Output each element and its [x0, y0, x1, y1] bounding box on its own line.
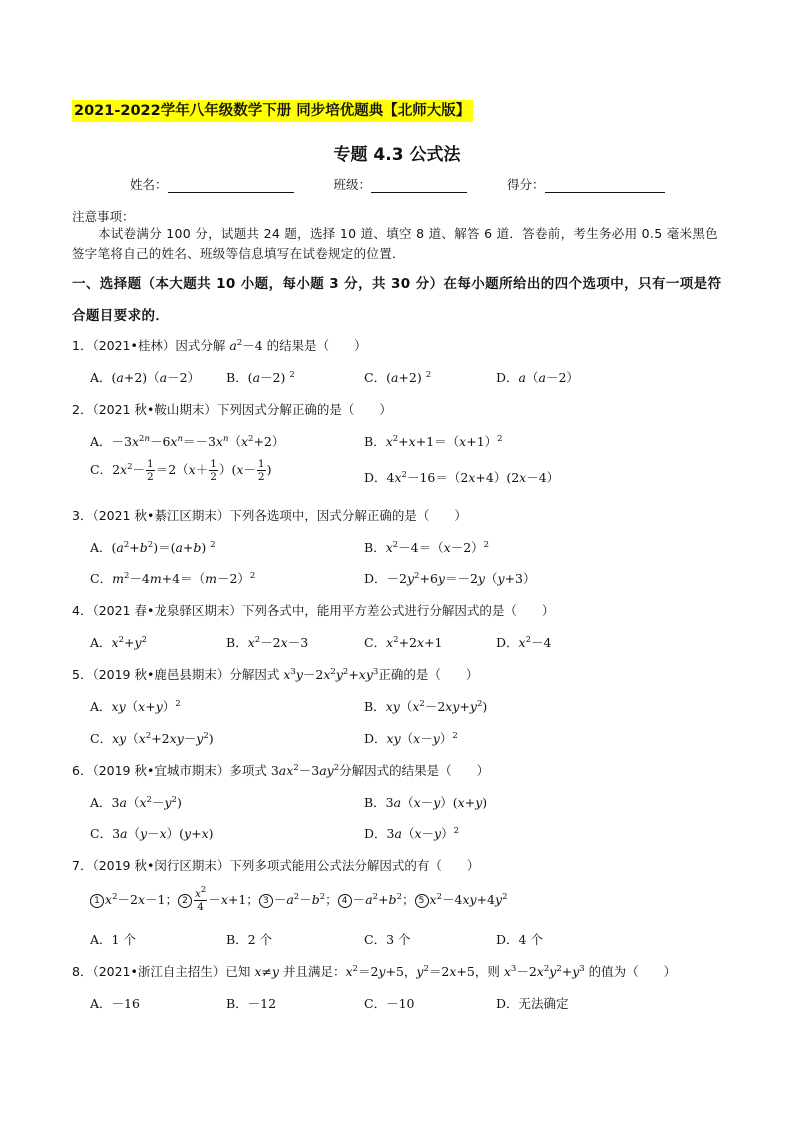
- question-4: 4．（2021 春•龙泉驿区期末）下列各式中，能用平方差公式进行分解因式的是（ ）: [72, 603, 555, 618]
- q6-option-d[interactable]: D．$3a(x-y)^2$: [364, 826, 460, 841]
- q3-option-d[interactable]: D．$-2y^2+6y=-2y(y+3)$: [364, 571, 536, 586]
- student-info-row: [130, 175, 665, 193]
- q1-option-c[interactable]: C．(a+2) $^2$: [364, 370, 432, 385]
- score-blank[interactable]: [545, 178, 665, 193]
- q8-equations: $x^2=2y+5$，$y^2=2x+5$: [345, 964, 475, 979]
- notes-heading: 注意事项：: [72, 209, 135, 224]
- circled-number-4: 4: [338, 894, 352, 908]
- question-6: [72, 761, 489, 779]
- q8-option-d[interactable]: D．无法确定: [496, 996, 569, 1011]
- q7-expressions: 1 $x^2-2x-1$； 2 $\frac{x^2}{4}$ －x+1； $3 -a^2-b^2$； $4 -a^2+b^2$； 5 $x^2-4xy+4y^2$: [90, 888, 507, 913]
- q1-stem-a: 1．（2021•桂林）因式分解: [72, 338, 230, 353]
- class-label: 班级：: [333, 177, 372, 192]
- question-5: [72, 665, 478, 683]
- question-7: 7．（2019 秋•闵行区期末）下列多项式能用公式法分解因式的有（ ）: [72, 858, 480, 873]
- circled-number-5: 5: [415, 894, 429, 908]
- q1-option-b[interactable]: B．(a－2) $^2$: [226, 370, 295, 385]
- q2-option-a[interactable]: A．$-3x^{2n}-6x^n=-3x^n(x^2+2)$: [90, 434, 285, 449]
- q1-option-d[interactable]: D．a（a－2）: [496, 370, 579, 385]
- page-title: 专题 4.3 公式法: [333, 145, 461, 165]
- q5-option-b[interactable]: B．$xy(x^2-2xy+y^2)$: [364, 699, 488, 714]
- q2-option-d[interactable]: D．$4x^2-16=(2x+4)(2x-4)$: [364, 470, 560, 485]
- q5-option-d[interactable]: D．$xy(x-y)^2$: [364, 731, 458, 746]
- q6-option-c[interactable]: C．3a（y－x）(y+x): [90, 826, 214, 841]
- q3-option-b[interactable]: B．$x^2-4=(x-2)^2$: [364, 540, 490, 555]
- q1-option-a[interactable]: A．(a+2)（a－2）: [90, 370, 201, 385]
- q4-option-d[interactable]: D．$x^2-4$: [496, 635, 552, 650]
- q5-option-c[interactable]: C．$xy(x^2+2xy-y^2)$: [90, 731, 214, 746]
- q7-option-d[interactable]: D．4 个: [496, 932, 543, 947]
- q6-stem-b: 分解因式的结果是（ ）: [339, 763, 490, 778]
- q3-option-a[interactable]: A．$(a^2+b^2)=(a+b)$ $^2$: [90, 540, 216, 555]
- q4-option-a[interactable]: A．$x^2+y^2$: [90, 635, 147, 650]
- q5-stem-b: 正确的是（ ）: [378, 667, 479, 682]
- q8-expression: $x^3-2x^2y^2+y^3$: [503, 964, 585, 979]
- q8-stem-b: 并且满足：: [278, 964, 346, 979]
- q6-option-b[interactable]: B．3a（x－y）(x+y): [364, 795, 488, 810]
- circled-number-1: 1: [90, 894, 104, 908]
- q7-option-a[interactable]: A．1 个: [90, 932, 136, 947]
- q6-stem-a: 6．（2019 秋•宜城市期末）多项式: [72, 763, 271, 778]
- q2-option-b[interactable]: B．$x^2+x+1=(x+1)^2$: [364, 434, 503, 449]
- notes-body: 本试卷满分 100 分，试题共 24 题，选择 10 道、填空 8 道、解答 6 道．答卷前，考生务必用 0.5 毫米黑色签字笔将自己的姓名、班级等信息填写在试卷规定的位置．: [72, 226, 718, 261]
- section-heading: 一、选择题（本大题共 10 小题，每小题 3 分，共 30 分）在每小题所给出的四个选项中，只有一项是符合题目要求的．: [72, 276, 722, 324]
- series-banner: 2021-2022学年八年级数学下册 同步培优题典【北师大版】: [72, 100, 473, 122]
- circled-number-2: 2: [178, 894, 192, 908]
- name-label: 姓名：: [130, 177, 168, 192]
- question-1: [72, 336, 367, 354]
- q4-option-b[interactable]: B．$x^2-2x-3$: [226, 635, 309, 650]
- q8-stem-a: 8．（2021•浙江自主招生）已知: [72, 964, 255, 979]
- q6-option-a[interactable]: A．$3a(x^2-y^2)$: [90, 795, 182, 810]
- q7-option-c[interactable]: C．3 个: [364, 932, 411, 947]
- class-blank[interactable]: [371, 178, 467, 193]
- q8-stem-c: ，则: [474, 964, 504, 979]
- q2-option-c[interactable]: C．$2x^2-$ $\frac{1}{2}$ ＝2（x＋ $\frac{1}{2}$ ）(x－ $\frac{1}{2}$ ): [90, 458, 272, 483]
- question-8: [72, 962, 676, 980]
- q5-option-a[interactable]: A．$xy(x+y)^2$: [90, 699, 181, 714]
- q8-stem-d: 的值为（ ）: [584, 964, 677, 979]
- name-blank[interactable]: [168, 178, 294, 193]
- question-3: 3．（2021 秋•綦江区期末）下列各选项中，因式分解正确的是（ ）: [72, 508, 467, 523]
- q8-condition: x≠y: [254, 964, 279, 979]
- q8-option-b[interactable]: B．－12: [226, 996, 277, 1011]
- score-label: 得分：: [507, 177, 545, 192]
- q1-stem-b: 的结果是（ ）: [262, 338, 367, 353]
- q4-option-c[interactable]: C．$x^2+2x+1$: [364, 635, 443, 650]
- q8-option-a[interactable]: A．－16: [90, 996, 140, 1011]
- q7-option-b[interactable]: B．2 个: [226, 932, 273, 947]
- question-2: 2．（2021 秋•鞍山期末）下列因式分解正确的是（ ）: [72, 402, 392, 417]
- circled-number-3: 3: [259, 894, 273, 908]
- q8-option-c[interactable]: C．－10: [364, 996, 415, 1011]
- q5-stem-a: 5．（2019 秋•鹿邑县期末）分解因式: [72, 667, 284, 682]
- q1-expression: $a^2-4$: [229, 338, 263, 353]
- q5-expression: $x^3y-2x^2y^2+xy^3$: [283, 667, 379, 682]
- q3-option-c[interactable]: C．$m^2-4m+4=(m-2)^2$: [90, 571, 256, 586]
- q6-expression: $3ax^2-3ay^2$: [270, 763, 340, 778]
